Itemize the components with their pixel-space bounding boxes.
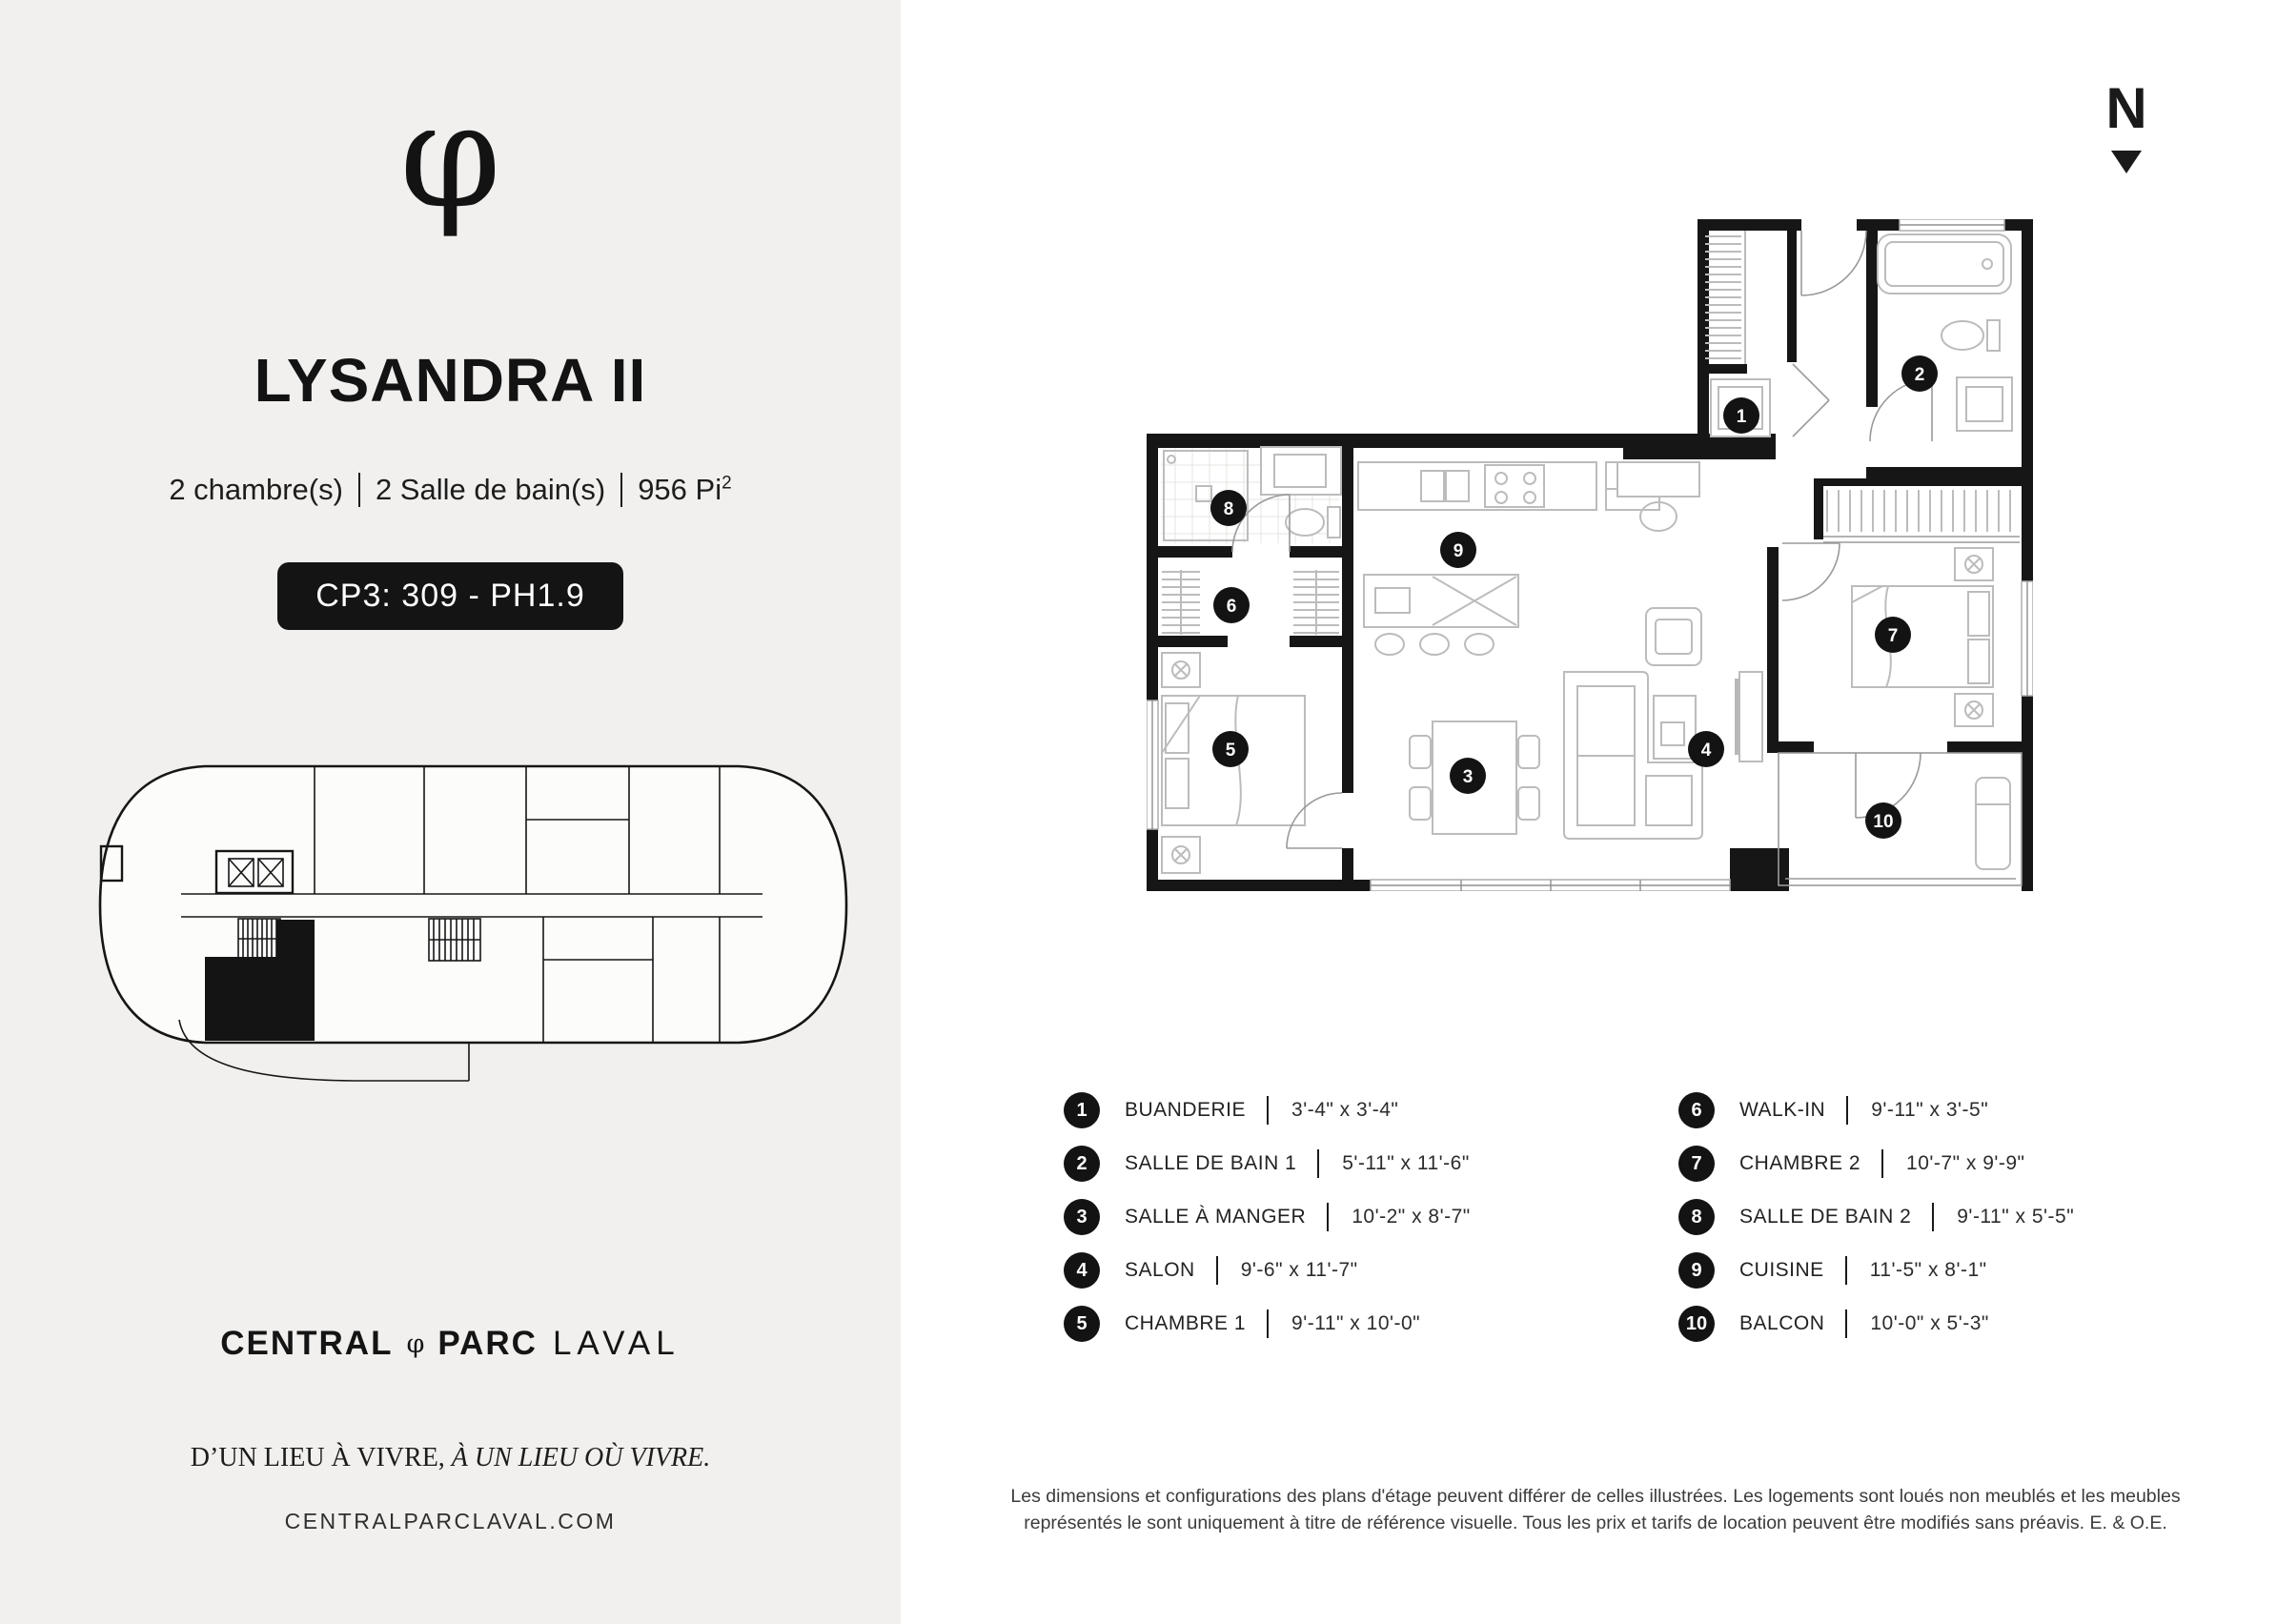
legend-room-label: CHAMBRE 2 xyxy=(1739,1152,1861,1174)
living-furniture xyxy=(1564,608,1762,839)
desk xyxy=(1617,462,1699,497)
legend-separator xyxy=(1932,1203,1934,1231)
legend-item xyxy=(1064,1252,1597,1289)
kitchen-fixtures xyxy=(1358,462,1699,655)
spec-area-sup: 2 xyxy=(722,473,732,494)
legend-column-left xyxy=(1064,1092,1597,1359)
legend-item xyxy=(1678,1306,2212,1342)
spec-bedrooms: 2 chambre(s) xyxy=(169,473,343,506)
balcony-furniture xyxy=(1976,778,2010,869)
armchair xyxy=(1646,608,1701,665)
legend-room-dimensions: 11'-5" x 8'-1" xyxy=(1869,1259,1987,1281)
svg-text:4: 4 xyxy=(1700,741,1712,761)
legend-room-number: 3 xyxy=(1064,1199,1100,1235)
legend-room-number: 4 xyxy=(1064,1252,1100,1289)
legend-room-number: 5 xyxy=(1064,1306,1100,1342)
legend-room-dimensions: 9'-6" x 11'-7" xyxy=(1240,1259,1358,1281)
legend-item xyxy=(1678,1199,2212,1235)
svg-text:6: 6 xyxy=(1226,597,1237,617)
legend-room-dimensions: 10'-2" x 8'-7" xyxy=(1352,1206,1471,1228)
legend-item xyxy=(1678,1252,2212,1289)
legend-room-label: SALON xyxy=(1125,1259,1195,1281)
legend-room-label: CHAMBRE 1 xyxy=(1125,1312,1247,1334)
website-link[interactable]: CENTRALPARCLAVAL.COM xyxy=(284,1509,617,1533)
unit-number-badge: CP3: 309 - PH1.9 xyxy=(277,562,622,630)
legend-room-dimensions: 10'-0" x 5'-3" xyxy=(1870,1312,1989,1334)
disclaimer-line1: Les dimensions et configurations des plans d'étage peuvent différer de celles illustrées. Les logements sont loués non meublés et les meubles xyxy=(1010,1486,2181,1507)
legend-room-dimensions: 3'-4" x 3'-4" xyxy=(1291,1099,1399,1121)
vanity xyxy=(1957,377,2012,431)
legend-item xyxy=(1064,1092,1597,1128)
tagline-normal: D’UN LIEU À VIVRE, xyxy=(190,1443,452,1472)
legend-room-label: SALLE DE BAIN 2 xyxy=(1739,1206,1912,1228)
bedroom2-furniture xyxy=(1823,490,2020,726)
svg-text:9: 9 xyxy=(1453,541,1464,561)
legend-room-label: CUISINE xyxy=(1739,1259,1824,1281)
toilet xyxy=(1942,321,1983,350)
walkin-closet xyxy=(1162,570,1339,635)
chair xyxy=(1410,736,1431,768)
legend-room-dimensions: 9'-11" x 10'-0" xyxy=(1291,1312,1421,1334)
brand-phi-icon: φ xyxy=(406,1329,425,1359)
brand-parc: PARC xyxy=(437,1325,538,1362)
svg-text:8: 8 xyxy=(1223,499,1234,519)
legend-room-number: 2 xyxy=(1064,1146,1100,1182)
svg-text:2: 2 xyxy=(1914,365,1925,385)
legend-room-label: BALCON xyxy=(1739,1312,1825,1334)
legend-separator xyxy=(1216,1256,1218,1285)
svg-text:5: 5 xyxy=(1225,741,1236,761)
legend-separator xyxy=(1845,1256,1847,1285)
north-indicator xyxy=(2093,76,2160,173)
legend-item xyxy=(1064,1199,1597,1235)
floor-plan-svg xyxy=(1147,219,2033,891)
disclaimer-line2: représentés le sont uniquement à titre de référence visuelle. Tous les prix et tarifs de location peuvent être modifiés sans préavis. E. & O.E. xyxy=(1024,1512,2167,1533)
central-parc-phi-logo-icon: φ xyxy=(399,71,501,240)
legend-separator xyxy=(1327,1203,1329,1231)
legend-separator xyxy=(1267,1309,1269,1338)
legend-separator xyxy=(1317,1149,1319,1178)
svg-text:1: 1 xyxy=(1736,407,1747,427)
tv-unit xyxy=(1739,672,1762,761)
svg-text:3: 3 xyxy=(1462,767,1474,787)
spec-separator xyxy=(358,473,360,507)
legend-separator xyxy=(1846,1096,1848,1125)
linen-closet xyxy=(1705,231,1745,364)
building-key-plan xyxy=(95,762,848,1082)
legend-room-number: 9 xyxy=(1678,1252,1715,1289)
brand-logotype xyxy=(0,1325,901,1363)
north-arrow-icon xyxy=(2111,151,2142,173)
legend-room-number: 1 xyxy=(1064,1092,1100,1128)
legend-item xyxy=(1064,1306,1597,1342)
legend-room-dimensions: 10'-7" x 9'-9" xyxy=(1906,1152,2025,1174)
spec-area: 956 Pi$^2$ xyxy=(638,473,732,506)
tagline-italic: À UN LIEU OÙ VIVRE. xyxy=(451,1443,711,1472)
brand-central: CENTRAL xyxy=(220,1325,394,1362)
brand-tagline xyxy=(0,1443,901,1473)
closet-slider xyxy=(1823,537,2020,542)
lounge-chair xyxy=(1976,778,2010,869)
legend-room-label: SALLE DE BAIN 1 xyxy=(1125,1152,1297,1174)
sidebar-panel xyxy=(0,0,901,1624)
stool xyxy=(1420,634,1449,655)
legend-room-dimensions: 9'-11" x 3'-5" xyxy=(1871,1099,1989,1121)
svg-text:10: 10 xyxy=(1873,812,1894,832)
spec-separator xyxy=(620,473,622,507)
unit-specs xyxy=(0,473,901,507)
bathroom1-fixtures xyxy=(1878,234,2012,431)
counter xyxy=(1358,462,1596,510)
north-label: N xyxy=(2105,76,2147,140)
legend-room-label: WALK-IN xyxy=(1739,1099,1826,1121)
legend-room-label: BUANDERIE xyxy=(1125,1099,1247,1121)
spec-bathrooms: 2 Salle de bain(s) xyxy=(375,473,606,506)
unit-title: LYSANDRA II xyxy=(254,346,647,415)
legend-room-number: 7 xyxy=(1678,1146,1715,1182)
legend-room-dimensions: 9'-11" x 5'-5" xyxy=(1957,1206,2075,1228)
svg-text:7: 7 xyxy=(1887,626,1899,646)
legend-separator xyxy=(1267,1096,1269,1125)
legend-room-number: 6 xyxy=(1678,1092,1715,1128)
legend-separator xyxy=(1845,1309,1847,1338)
bathroom2-fixtures xyxy=(1161,447,1341,543)
stool xyxy=(1465,634,1494,655)
legend-item xyxy=(1678,1146,2212,1182)
chair xyxy=(1518,736,1539,768)
room-markers xyxy=(1210,355,1938,839)
chair xyxy=(1410,787,1431,820)
legend-separator xyxy=(1881,1149,1883,1178)
legend-item xyxy=(1064,1146,1597,1182)
legend-item xyxy=(1678,1092,2212,1128)
toilet xyxy=(1286,509,1324,536)
legend-room-number: 10 xyxy=(1678,1306,1715,1342)
laundry-fixtures xyxy=(1698,231,1829,436)
legend-room-label: SALLE À MANGER xyxy=(1125,1206,1307,1228)
floor-plan xyxy=(1147,219,2033,896)
legend-column-right xyxy=(1678,1092,2212,1359)
unit-badge-wrap xyxy=(0,562,901,630)
brand-laval: LAVAL xyxy=(552,1325,681,1362)
entry-door xyxy=(1801,231,1866,295)
legend-room-number: 8 xyxy=(1678,1199,1715,1235)
legend-room-dimensions: 5'-11" x 11'-6" xyxy=(1342,1152,1470,1174)
chair xyxy=(1518,787,1539,820)
bedroom2-door xyxy=(1782,543,1840,600)
stool xyxy=(1375,634,1404,655)
bifold-door xyxy=(1793,364,1829,436)
closet-hangers xyxy=(1827,490,2010,532)
disclaimer xyxy=(1004,1483,2187,1536)
